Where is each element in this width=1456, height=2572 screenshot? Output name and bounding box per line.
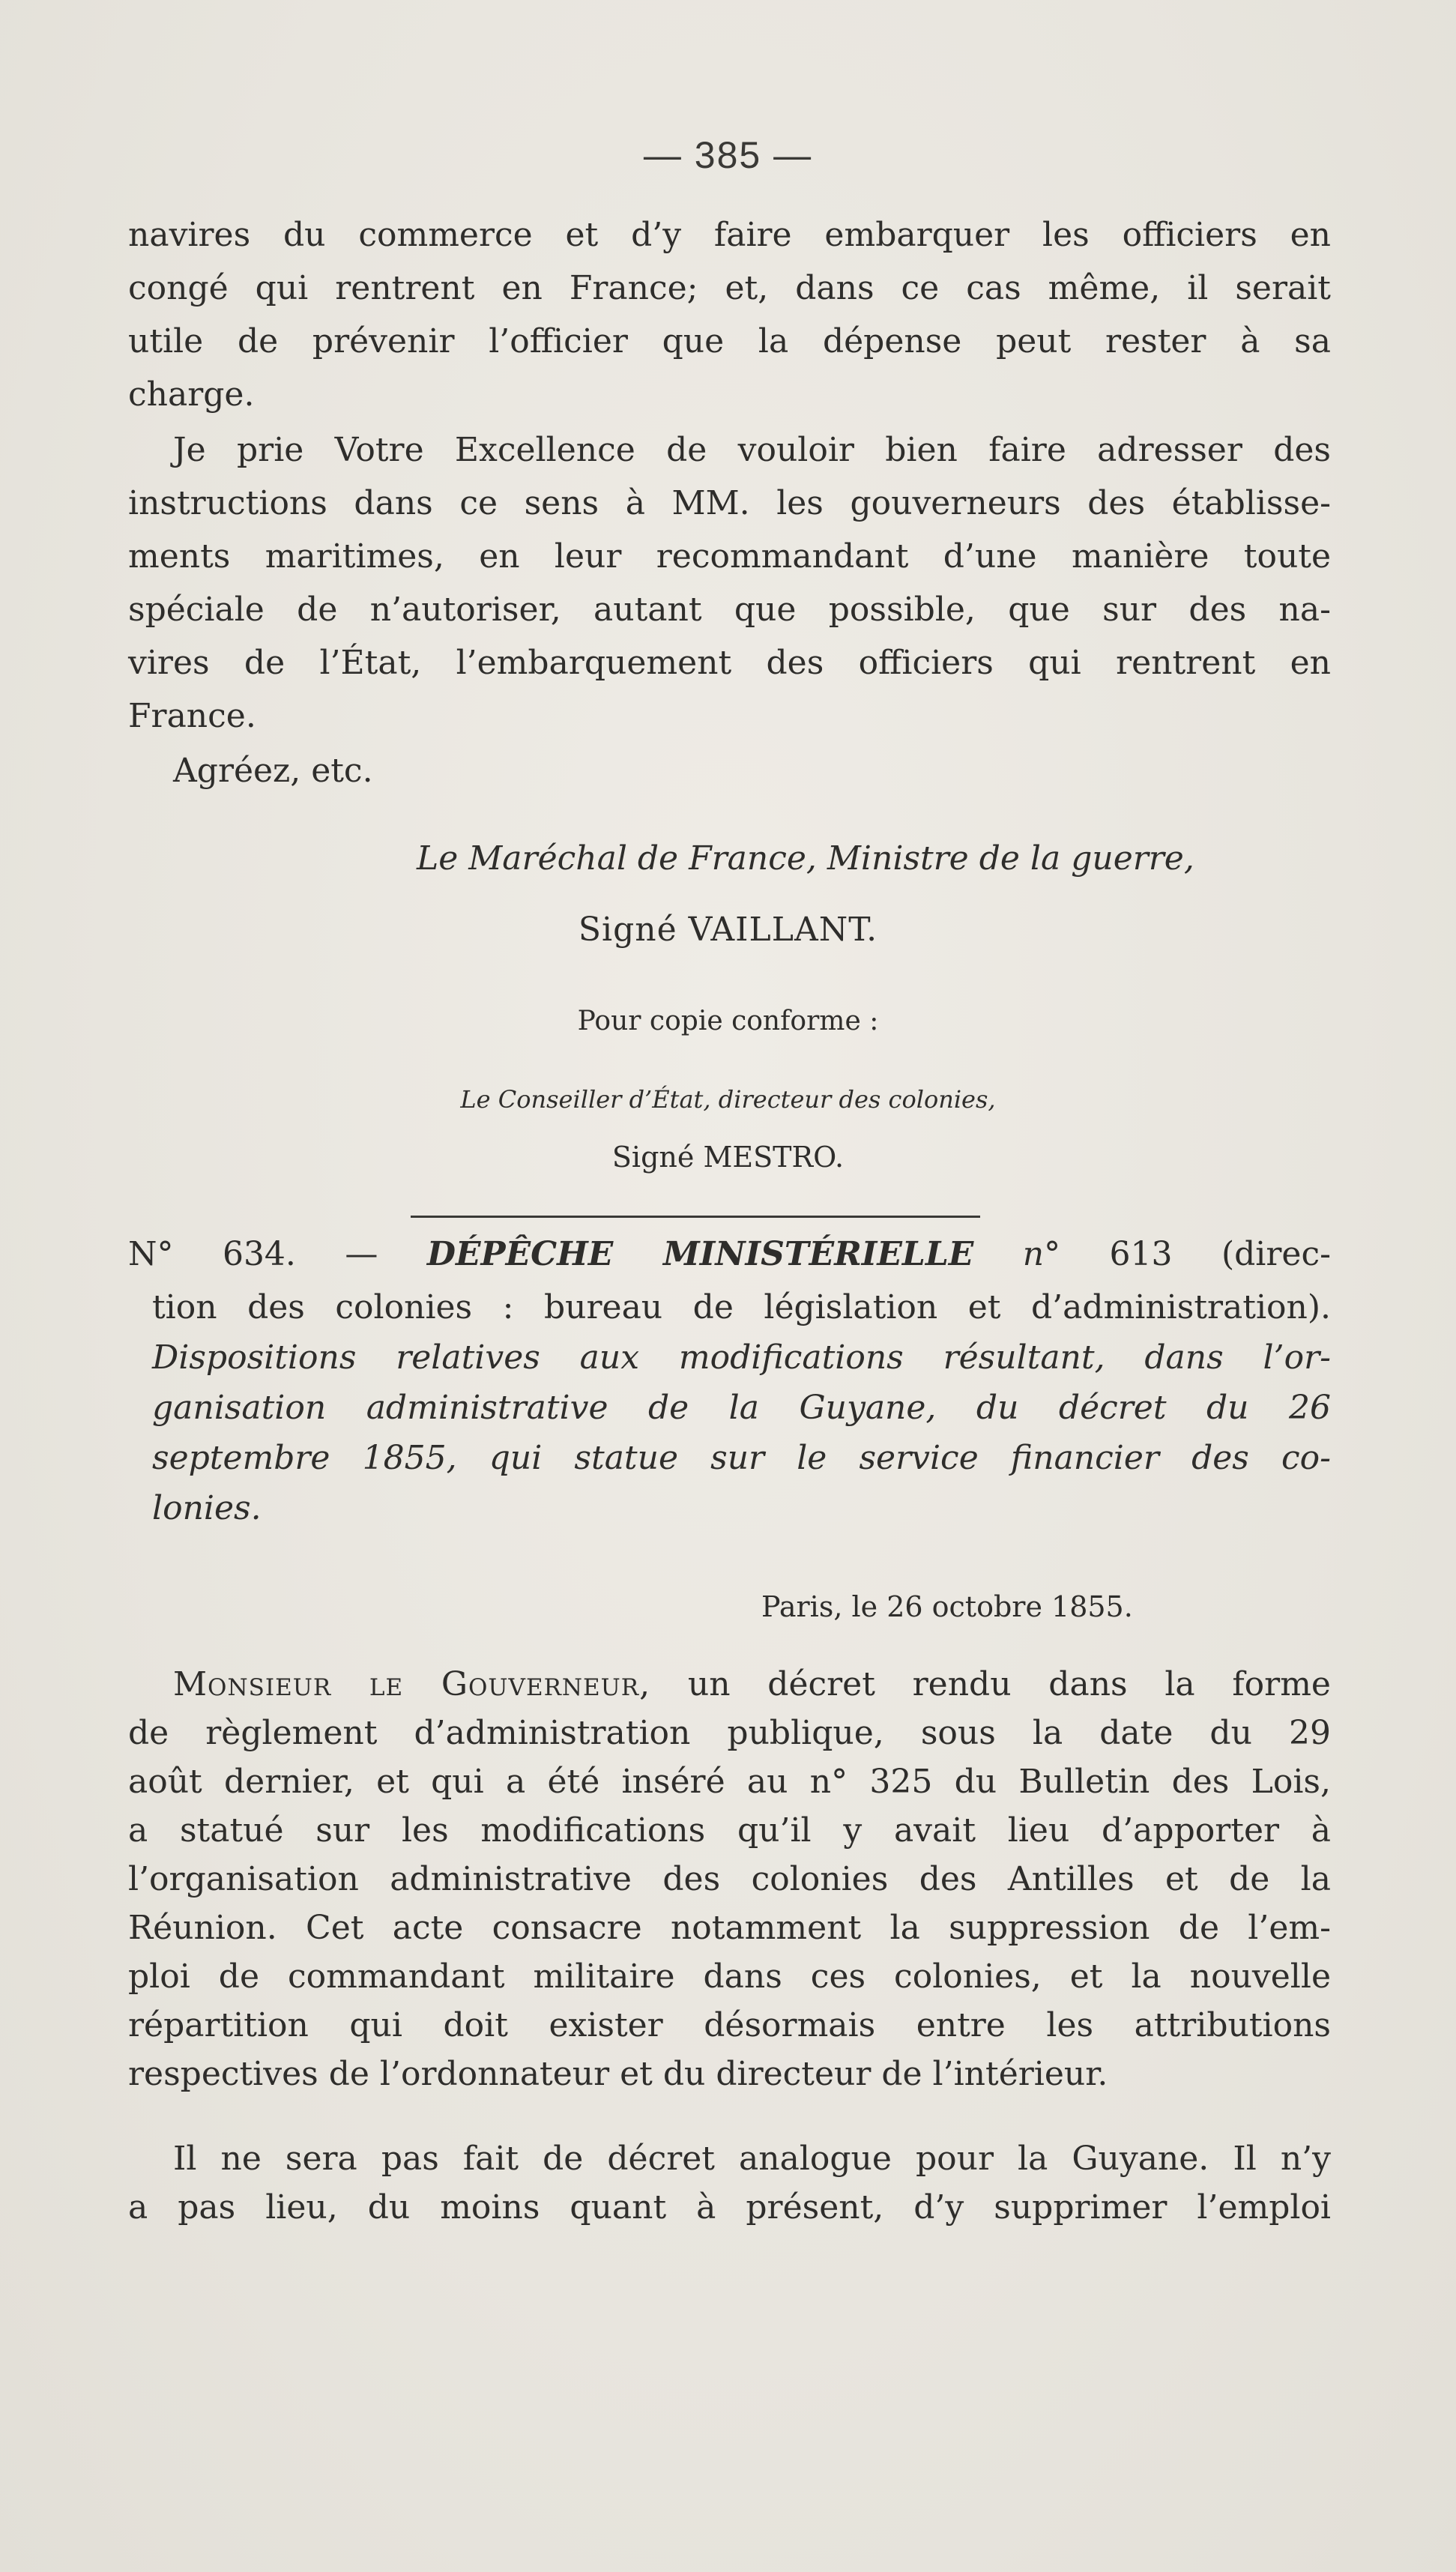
entry-italic-line: Dispositions relatives aux modifications résultant, dans l’or- <box>152 1338 1331 1377</box>
section-divider <box>411 1216 980 1218</box>
date-line: Paris, le 26 octobre 1855. <box>761 1590 1133 1623</box>
entry-n-value: 613 (direc- <box>1109 1235 1331 1273</box>
entry-line: tion des colonies : bureau de législation et d’administration). <box>152 1288 1331 1326</box>
text-line: France. <box>128 697 256 735</box>
text-line: août dernier, et qui a été inséré au n° 325 du Bulletin des Lois, <box>128 1763 1331 1801</box>
text-line <box>128 1660 1331 1709</box>
signatory-title: Le Maréchal de France, Ministre de la guerre, <box>417 839 1194 878</box>
page-number: — 385 — <box>643 134 813 176</box>
dispatch-entry <box>128 1229 1331 1533</box>
text-line: vires de l’État, l’embarquement des officiers qui rentrent en <box>128 644 1331 682</box>
salutation: Monsieur le Gouverneur, <box>173 1665 651 1703</box>
entry-italic-line: ganisation administrative de la Guyane, du décret du 26 <box>152 1389 1331 1427</box>
paragraph-1 <box>128 208 1331 421</box>
text-line: Il ne sera pas fait de décret analogue pour la Guyane. Il n’y <box>173 2140 1331 2178</box>
signed-vaillant: Signé VAILLANT. <box>578 911 878 949</box>
certifier-title: Le Conseiller d’État, directeur des colonies, <box>460 1085 996 1114</box>
text-line: a statué sur les modifications qu’il y avait lieu d’apporter à <box>128 1811 1331 1850</box>
text-line: utile de prévenir l’officier que la dépense peut rester à sa <box>128 322 1331 360</box>
text-line: navires du commerce et d’y faire embarquer les officiers en <box>128 216 1331 254</box>
text-line: instructions dans ce sens à MM. les gouverneurs des établisse- <box>128 484 1331 522</box>
text-line: de règlement d’administration publique, sous la date du 29 <box>128 1714 1331 1752</box>
text-line: répartition qui doit exister désormais entre les attributions <box>128 2006 1331 2044</box>
salutation-continuation: un décret rendu dans la forme <box>687 1665 1331 1703</box>
text-line: respectives de l’ordonnateur et du directeur de l’intérieur. <box>128 2055 1108 2093</box>
entry-number: N° 634. — <box>128 1235 378 1273</box>
text-line: Réunion. Cet acte consacre notamment la suppression de l’em- <box>128 1909 1331 1947</box>
paragraph-2 <box>128 423 1331 743</box>
text-line: charge. <box>128 375 255 414</box>
entry-italic-line: lonies. <box>152 1489 262 1527</box>
text-line: ments maritimes, en leur recommandant d’une manière toute <box>128 537 1331 576</box>
text-line: ploi de commandant militaire dans ces colonies, et la nouvelle <box>128 1957 1331 1996</box>
entry-title: DÉPÊCHE MINISTÉRIELLE <box>426 1235 974 1273</box>
entry-n-label: n° <box>1022 1235 1061 1273</box>
text-line: spéciale de n’autoriser, autant que possible, que sur des na- <box>128 591 1331 629</box>
signed-mestro: Signé MESTRO. <box>611 1141 845 1174</box>
text-line: a pas lieu, du moins quant à présent, d’y supprimer l’emploi <box>128 2188 1331 2227</box>
entry-heading-line <box>128 1229 1331 1282</box>
certified-copy-note: Pour copie conforme : <box>577 1006 879 1036</box>
text-line: l’organisation administrative des colonies des Antilles et de la <box>128 1860 1331 1898</box>
paragraph-4 <box>128 2134 1331 2232</box>
entry-italic-line: septembre 1855, qui statue sur le service financier des co- <box>152 1439 1331 1477</box>
closing-formula: Agréez, etc. <box>173 752 373 790</box>
text-line: congé qui rentrent en France; et, dans ce cas même, il serait <box>128 269 1331 307</box>
paragraph-3 <box>128 1660 1331 2098</box>
text-line: Je prie Votre Excellence de vouloir bien faire adresser des <box>173 431 1331 469</box>
